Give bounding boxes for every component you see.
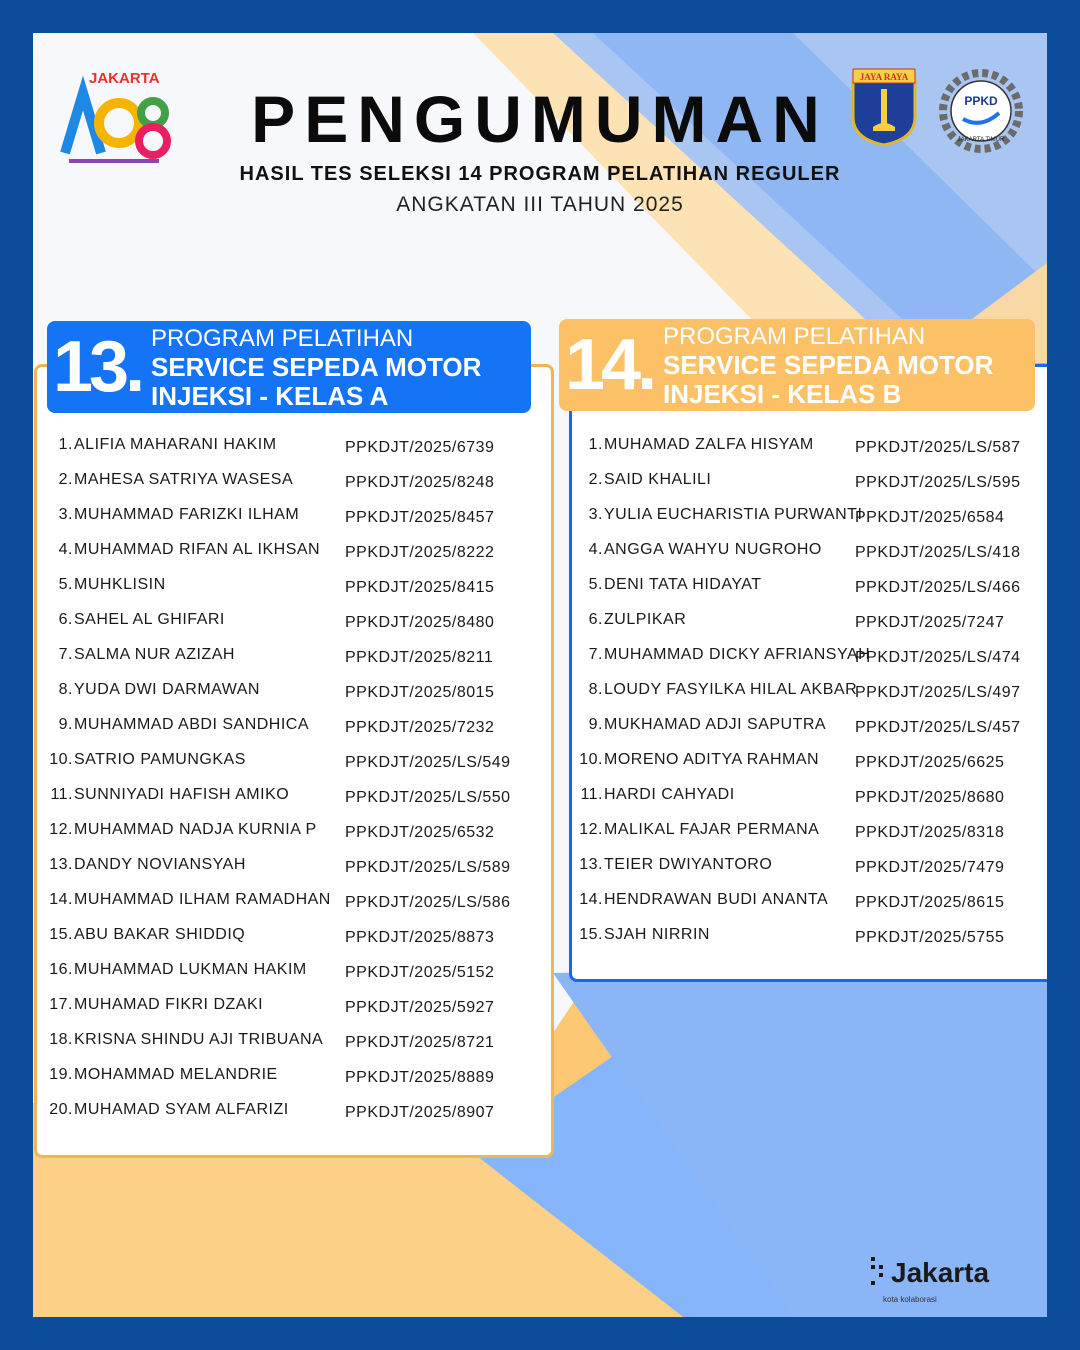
entry-number: 13. — [579, 856, 603, 873]
program-13-name-line1: SERVICE SEPEDA MOTOR — [151, 352, 482, 382]
registration-code: PPKDJT/2025/LS/586 — [345, 894, 511, 911]
entry-number: 6. — [588, 611, 603, 628]
program-13-name-line2: INJEKSI - KELAS A — [151, 381, 389, 411]
registration-code: PPKDJT/2025/8211 — [345, 649, 494, 666]
list-item — [33, 503, 513, 538]
registration-code: PPKDJT/2025/7247 — [855, 614, 1005, 631]
entry-number: 19. — [49, 1066, 73, 1083]
registration-code: PPKDJT/2025/8015 — [345, 684, 495, 701]
participant-name: ZULPIKAR — [604, 611, 687, 628]
jakarta-brand-text: Jakarta — [891, 1257, 990, 1288]
participant-name: MOHAMMAD MELANDRIE — [74, 1066, 278, 1083]
registration-code: PPKDJT/2025/LS/457 — [855, 719, 1021, 736]
participant-name: ALIFIA MAHARANI HAKIM — [74, 436, 277, 453]
participant-name: HARDI CAHYADI — [604, 786, 735, 803]
entry-number: 4. — [588, 541, 603, 558]
participant-name: SAID KHALILI — [604, 471, 712, 488]
registration-code: PPKDJT/2025/8457 — [345, 509, 495, 526]
list-item — [563, 713, 1043, 748]
list-item — [33, 853, 513, 888]
program-13-number: 13. — [53, 327, 142, 407]
poster-canvas — [33, 33, 1047, 1317]
list-item — [563, 748, 1043, 783]
list-item — [33, 748, 513, 783]
entry-number: 13. — [49, 856, 73, 873]
registration-code: PPKDJT/2025/7232 — [345, 719, 495, 736]
list-item — [33, 1098, 513, 1133]
registration-code: PPKDJT/2025/LS/550 — [345, 789, 511, 806]
program-14-label: PROGRAM PELATIHAN — [663, 323, 926, 350]
entry-number: 4. — [58, 541, 73, 558]
participant-name: MORENO ADITYA RAHMAN — [604, 751, 820, 768]
list-item — [33, 783, 513, 818]
list-item — [563, 643, 1043, 678]
jakarta-logo-text: JAKARTA — [89, 70, 160, 87]
entry-number: 14. — [579, 891, 603, 908]
list-item — [563, 433, 1043, 468]
participant-name: SJAH NIRRIN — [604, 926, 710, 943]
participant-name: SAHEL AL GHIFARI — [74, 611, 225, 628]
entry-number: 2. — [588, 471, 603, 488]
entry-number: 18. — [49, 1031, 73, 1048]
participant-name: MUHAMAD FIKRI DZAKI — [74, 996, 264, 1013]
entry-number: 8. — [588, 681, 603, 698]
dki-jakarta-emblem-icon — [849, 67, 919, 147]
registration-code: PPKDJT/2025/LS/418 — [855, 544, 1021, 561]
participant-name: ANGGA WAHYU NUGROHO — [604, 541, 822, 558]
registration-code: PPKDJT/2025/8873 — [345, 929, 495, 946]
participant-name: SUNNIYADI HAFISH AMIKO — [74, 786, 290, 803]
participant-name: SATRIO PAMUNGKAS — [74, 751, 246, 768]
list-item — [563, 923, 1043, 958]
ppkd-sub-text: JAKARTA TIMUR — [957, 137, 1005, 143]
entry-number: 3. — [588, 506, 603, 523]
ppkd-logo-icon — [939, 69, 1023, 153]
list-item — [33, 433, 513, 468]
page-title: PENGUMUMAN — [251, 82, 829, 156]
entry-number: 9. — [58, 716, 73, 733]
program-14-banner — [559, 319, 1035, 411]
entry-number: 16. — [49, 961, 73, 978]
entry-number: 3. — [58, 506, 73, 523]
participant-name: DENI TATA HIDAYAT — [604, 576, 762, 593]
list-item — [33, 468, 513, 503]
program-14-name-line2: INJEKSI - KELAS B — [663, 379, 902, 409]
list-item — [33, 538, 513, 573]
entry-number: 9. — [588, 716, 603, 733]
registration-code: PPKDJT/2025/6584 — [855, 509, 1005, 526]
page-subtitle: HASIL TES SELEKSI 14 PROGRAM PELATIHAN REGULER — [239, 163, 841, 185]
entry-number: 12. — [49, 821, 73, 838]
participant-name: MUKHAMAD ADJI SAPUTRA — [604, 716, 827, 733]
entry-number: 5. — [588, 576, 603, 593]
entry-number: 11. — [580, 786, 603, 803]
registration-code: PPKDJT/2025/6625 — [855, 754, 1005, 771]
registration-code: PPKDJT/2025/LS/497 — [855, 684, 1021, 701]
participant-name: TEIER DWIYANTORO — [604, 856, 773, 873]
program-13-participant-list — [33, 433, 513, 1133]
entry-number: 1. — [58, 436, 73, 453]
program-14-participant-list — [563, 433, 1043, 958]
participant-name: MUHAMAD ZALFA HISYAM — [604, 436, 814, 453]
participant-name: MAHESA SATRIYA WASESA — [74, 471, 294, 488]
entry-number: 10. — [579, 751, 603, 768]
list-item — [33, 643, 513, 678]
list-item — [33, 888, 513, 923]
participant-name: HENDRAWAN BUDI ANANTA — [604, 891, 829, 908]
entry-number: 6. — [58, 611, 73, 628]
registration-code: PPKDJT/2025/LS/589 — [345, 859, 511, 876]
list-item — [33, 818, 513, 853]
entry-number: 12. — [579, 821, 603, 838]
entry-number: 5. — [58, 576, 73, 593]
registration-code: PPKDJT/2025/5927 — [345, 999, 495, 1016]
list-item — [563, 853, 1043, 888]
participant-name: YULIA EUCHARISTIA PURWANTI — [604, 506, 863, 523]
list-item — [33, 993, 513, 1028]
entry-number: 10. — [49, 751, 73, 768]
entry-number: 14. — [49, 891, 73, 908]
list-item — [563, 678, 1043, 713]
entry-number: 2. — [58, 471, 73, 488]
jakarta-tagline: kota kolaborasi — [883, 1295, 937, 1304]
participant-name: MALIKAL FAJAR PERMANA — [604, 821, 820, 838]
entry-number: 11. — [50, 786, 73, 803]
registration-code: PPKDJT/2025/8480 — [345, 614, 495, 631]
list-item — [563, 468, 1043, 503]
participant-name: MUHAMMAD ILHAM RAMADHAN — [74, 891, 331, 908]
participant-name: MUHAMMAD LUKMAN HAKIM — [74, 961, 307, 978]
participant-name: MUHAMMAD NADJA KURNIA P — [74, 821, 317, 838]
participant-name: MUHKLISIN — [74, 576, 166, 593]
registration-code: PPKDJT/2025/8248 — [345, 474, 495, 491]
registration-code: PPKDJT/2025/8721 — [345, 1034, 495, 1051]
list-item — [33, 923, 513, 958]
program-14-number: 14. — [565, 325, 654, 405]
entry-number: 15. — [49, 926, 73, 943]
jakarta-kota-kolaborasi-logo — [869, 1251, 1009, 1307]
entry-number: 7. — [58, 646, 73, 663]
entry-number: 8. — [58, 681, 73, 698]
registration-code: PPKDJT/2025/7479 — [855, 859, 1005, 876]
registration-code: PPKDJT/2025/5152 — [345, 964, 495, 981]
ppkd-text: PPKD — [964, 94, 998, 108]
registration-code: PPKDJT/2025/8415 — [345, 579, 495, 596]
participant-name: YUDA DWI DARMAWAN — [74, 681, 260, 698]
page-subtitle-batch: ANGKATAN III TAHUN 2025 — [396, 193, 684, 216]
participant-name: MUHAMMAD FARIZKI ILHAM — [74, 506, 300, 523]
participant-name: DANDY NOVIANSYAH — [74, 856, 246, 873]
participant-name: MUHAMAD SYAM ALFARIZI — [74, 1101, 289, 1118]
list-item — [563, 783, 1043, 818]
list-item — [563, 888, 1043, 923]
jaya-raya-text: JAYA RAYA — [859, 72, 909, 82]
list-item — [33, 1063, 513, 1098]
registration-code: PPKDJT/2025/8907 — [345, 1104, 495, 1121]
participant-name: KRISNA SHINDU AJI TRIBUANA — [74, 1031, 324, 1048]
list-item — [563, 573, 1043, 608]
list-item — [33, 1028, 513, 1063]
registration-code: PPKDJT/2025/LS/587 — [855, 439, 1021, 456]
program-13-banner — [47, 321, 531, 413]
entry-number: 20. — [49, 1101, 73, 1118]
participant-name: ABU BAKAR SHIDDIQ — [74, 926, 246, 943]
program-14-name-line1: SERVICE SEPEDA MOTOR — [663, 350, 994, 380]
registration-code: PPKDJT/2025/6739 — [345, 439, 495, 456]
registration-code: PPKDJT/2025/5755 — [855, 929, 1005, 946]
registration-code: PPKDJT/2025/8222 — [345, 544, 495, 561]
program-13-label: PROGRAM PELATIHAN — [151, 325, 414, 352]
list-item — [33, 958, 513, 993]
entry-number: 15. — [579, 926, 603, 943]
registration-code: PPKDJT/2025/8889 — [345, 1069, 495, 1086]
registration-code: PPKDJT/2025/LS/466 — [855, 579, 1021, 596]
registration-code: PPKDJT/2025/6532 — [345, 824, 495, 841]
participant-name: MUHAMMAD ABDI SANDHICA — [74, 716, 310, 733]
registration-code: PPKDJT/2025/LS/549 — [345, 754, 511, 771]
participant-name: LOUDY FASYILKA HILAL AKBAR — [604, 681, 858, 698]
entry-number: 7. — [588, 646, 603, 663]
list-item — [563, 538, 1043, 573]
registration-code: PPKDJT/2025/8318 — [855, 824, 1005, 841]
entry-number: 1. — [588, 436, 603, 453]
participant-name: SALMA NUR AZIZAH — [74, 646, 235, 663]
registration-code: PPKDJT/2025/LS/595 — [855, 474, 1021, 491]
list-item — [563, 818, 1043, 853]
entry-number: 17. — [49, 996, 73, 1013]
participant-name: MUHAMMAD RIFAN AL IKHSAN — [74, 541, 321, 558]
list-item — [33, 573, 513, 608]
list-item — [33, 678, 513, 713]
list-item — [33, 713, 513, 748]
jakarta-dots-icon — [869, 1255, 889, 1295]
list-item — [33, 608, 513, 643]
registration-code: PPKDJT/2025/8615 — [855, 894, 1005, 911]
list-item — [563, 608, 1043, 643]
list-item — [563, 503, 1043, 538]
registration-code: PPKDJT/2025/LS/474 — [855, 649, 1021, 666]
participant-name: MUHAMMAD DICKY AFRIANSYAH — [604, 646, 871, 663]
registration-code: PPKDJT/2025/8680 — [855, 789, 1005, 806]
